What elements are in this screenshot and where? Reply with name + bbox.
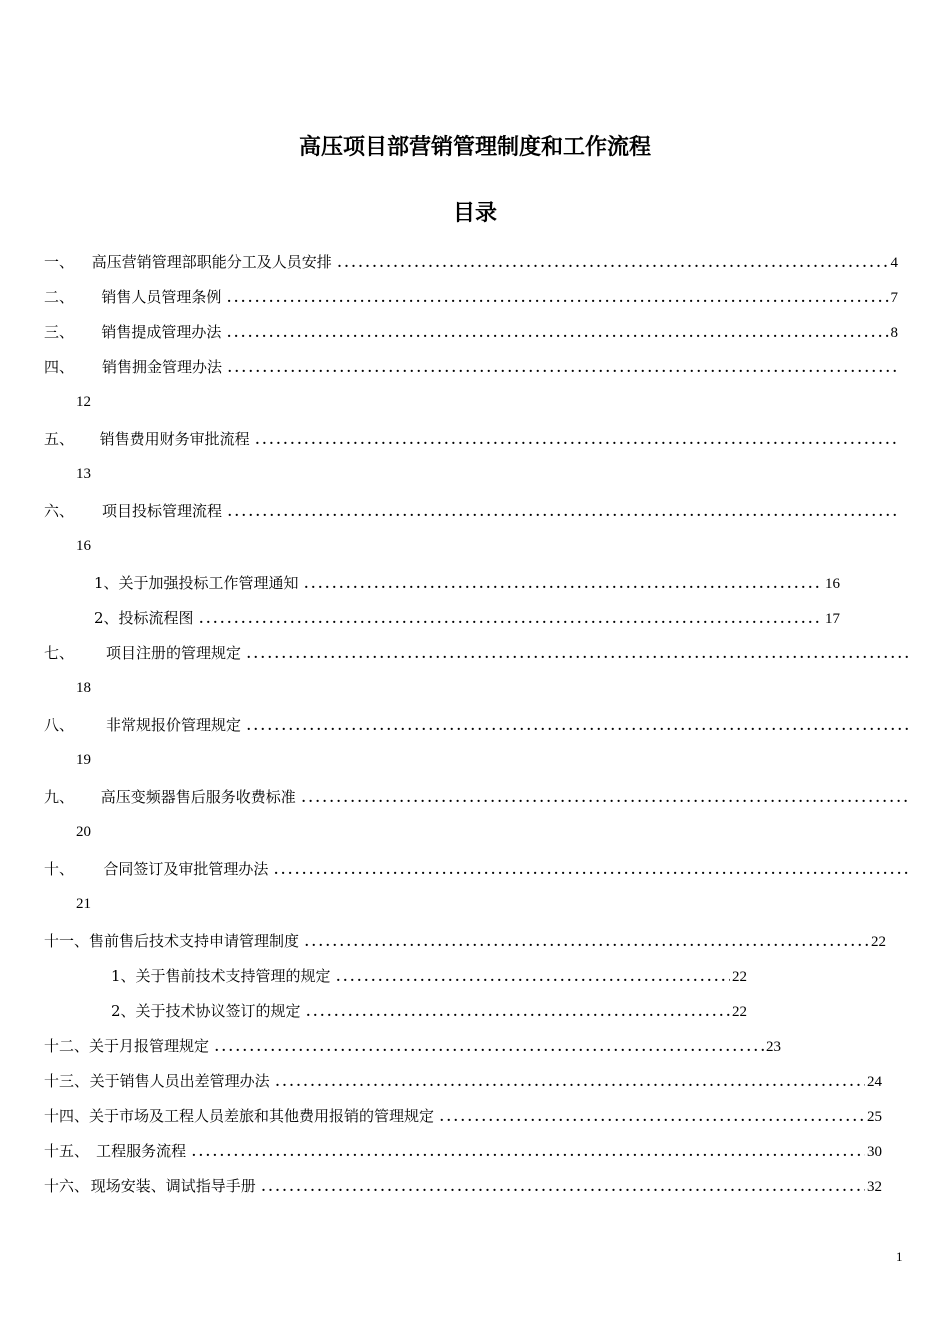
toc-entry[interactable] [44,1105,882,1127]
toc-entry-page: 22 [732,969,747,985]
dot-leader [256,433,896,449]
toc-entry-title: 1、关于加强投标工作管理通知 [94,574,299,592]
toc-entry[interactable] [44,321,898,343]
toc-entry-page: 16 [76,538,91,554]
toc-entry-number: 十、 [44,860,75,878]
document-title: 高压项目部营销管理制度和工作流程 [298,135,651,160]
toc-subentry[interactable] [94,607,840,629]
dot-leader [215,1040,764,1056]
dot-leader [338,256,889,272]
toc-entry-number: 九、 [44,788,75,806]
toc-entry-page: 22 [732,1004,747,1020]
toc-entry-page: 18 [76,680,91,696]
toc-entry-page: 19 [76,752,91,768]
dot-leader [440,1110,865,1126]
toc-entry-page: 16 [825,576,840,592]
toc-entry-number: 六、 [44,502,75,520]
toc-entry-title: 项目注册的管理规定 [105,644,241,662]
toc-entry-title: 销售费用财务审批流程 [99,430,250,448]
dot-leader [227,291,888,307]
toc-subentry[interactable] [111,965,747,987]
toc-subentry[interactable] [111,1000,747,1022]
toc-entry-title: 工程服务流程 [96,1142,187,1160]
toc-entry-number: 四、 [44,358,75,376]
toc-entry-title: 高压营销管理部职能分工及人员安排 [91,253,332,271]
toc-entry-title: 销售拥金管理办法 [101,358,222,376]
toc-entry[interactable] [44,356,898,378]
toc-entry-page: 13 [76,466,91,482]
toc-entry-page: 22 [871,934,886,950]
toc-entry-title: 售前售后技术支持申请管理制度 [89,932,300,950]
dot-leader [305,935,869,951]
toc-entry-number: 十六、 [44,1177,90,1195]
toc-entry[interactable] [44,714,910,736]
dot-leader [192,1145,865,1161]
toc-entry-page: 23 [766,1039,781,1055]
toc-entry-number: 一、 [44,253,75,271]
toc-entry-title: 高压变频器售后服务收费标准 [100,788,296,806]
toc-entry-page: 32 [867,1179,882,1195]
toc-entry-title: 2、关于技术协议签订的规定 [111,1002,301,1020]
toc-entry-number: 十三、 [44,1072,90,1090]
toc-entry-page: 24 [867,1074,882,1090]
toc-entry-title: 销售提成管理办法 [101,323,222,341]
toc-entry-title: 销售人员管理条例 [101,288,222,306]
toc-entry-page: 25 [867,1109,882,1125]
toc-entry-page: 7 [890,290,898,306]
toc-entry-title: 2、投标流程图 [94,609,194,627]
dot-leader [247,647,908,663]
dot-leader [337,970,730,986]
toc-entry[interactable] [44,286,898,308]
dot-leader [305,577,823,593]
toc-heading: 目录 [452,201,497,226]
toc-entry-title: 关于月报管理规定 [89,1037,210,1055]
toc-entry-page: 21 [76,896,91,912]
toc-subentry[interactable] [94,572,840,594]
toc-entry[interactable] [44,786,910,808]
dot-leader [307,1005,730,1021]
toc-entry-title: 合同签订及审批管理办法 [103,860,269,878]
toc-entry[interactable] [44,1175,882,1197]
toc-entry-title: 项目投标管理流程 [101,502,222,520]
dot-leader [276,1075,865,1091]
toc-entry-number: 五、 [44,430,75,448]
toc-entry[interactable] [44,1035,781,1057]
toc-entry-title: 非常规报价管理规定 [105,716,241,734]
toc-entry-page: 4 [890,255,898,271]
toc-entry[interactable] [44,642,910,664]
toc-entry-number: 七、 [44,644,75,662]
toc-entry-number: 十一、 [44,932,90,950]
toc-entry[interactable] [44,500,898,522]
dot-leader [200,612,823,628]
toc-entry-title: 关于销售人员出差管理办法 [89,1072,270,1090]
toc-entry[interactable] [44,1140,882,1162]
dot-leader [274,863,908,879]
dot-leader [228,505,896,521]
toc-entry-number: 十五、 [44,1142,90,1160]
toc-entry-title: 现场安装、调试指导手册 [90,1177,256,1195]
toc-entry-page: 30 [867,1144,882,1160]
toc-entry-page: 12 [76,394,91,410]
dot-leader [302,791,908,807]
toc-entry-number: 八、 [44,716,75,734]
toc-entry[interactable] [44,428,898,450]
toc-entry[interactable] [44,858,910,880]
toc-entry-number: 二、 [44,288,75,306]
page-number: 1 [896,1249,903,1264]
dot-leader [247,719,908,735]
toc-entry[interactable] [44,930,886,952]
toc-entry[interactable] [44,1070,882,1092]
toc-entry-page: 17 [825,611,840,627]
toc-entry-page: 8 [890,325,898,341]
dot-leader [262,1180,865,1196]
dot-leader [227,326,888,342]
toc-entry-number: 三、 [44,323,75,341]
toc-entry-title: 1、关于售前技术支持管理的规定 [111,967,331,985]
toc-entry-title: 关于市场及工程人员差旅和其他费用报销的管理规定 [89,1107,435,1125]
toc-entry[interactable] [44,251,898,273]
toc-entry-number: 十四、 [44,1107,90,1125]
dot-leader [228,361,896,377]
toc-entry-number: 十二、 [44,1037,90,1055]
toc-entry-page: 20 [76,824,91,840]
